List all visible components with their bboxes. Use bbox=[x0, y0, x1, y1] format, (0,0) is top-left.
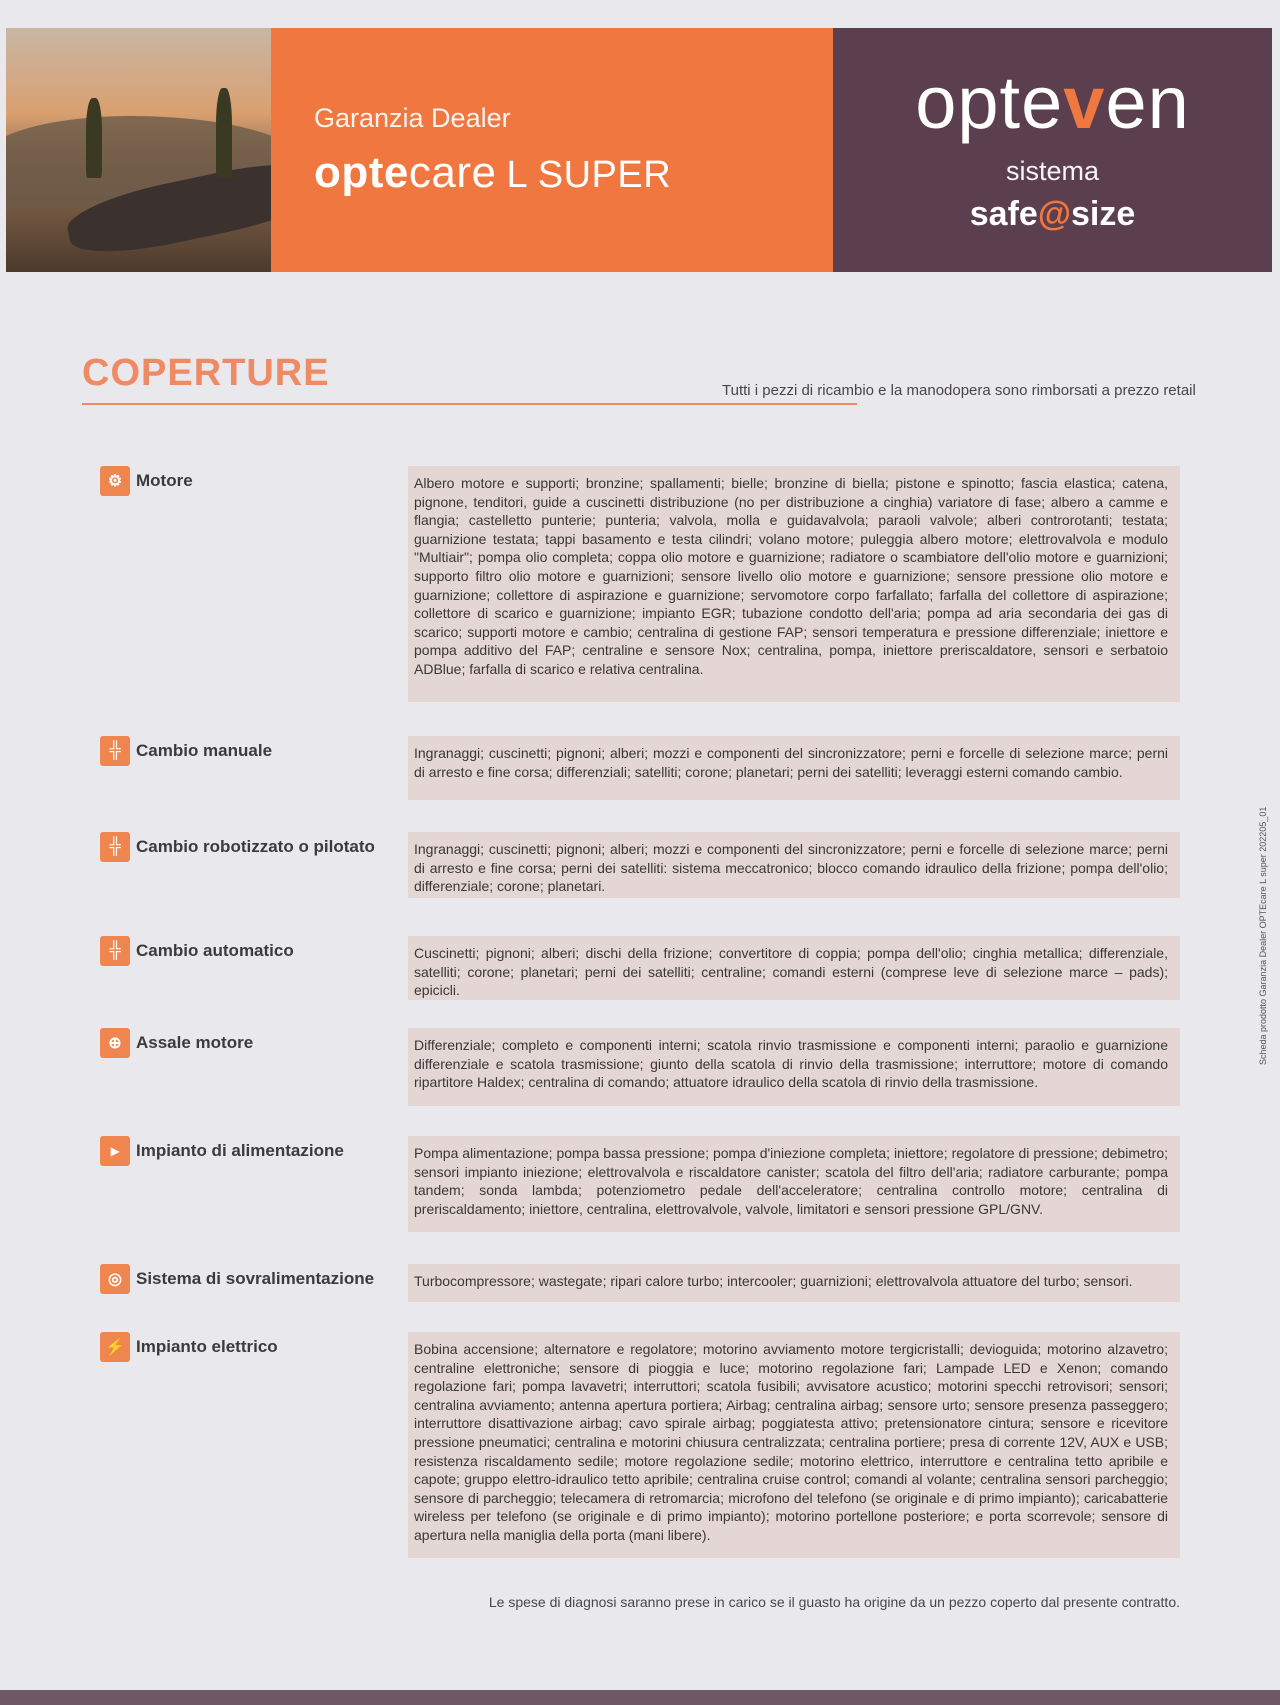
coverage-label: Motore bbox=[136, 471, 193, 490]
brand-panel bbox=[833, 28, 1272, 272]
logo-system-label: sistema bbox=[1005, 156, 1100, 186]
gearbox-icon: ╬ bbox=[100, 936, 130, 966]
coverage-description: Bobina accensione; alternatore e regolatore; motorino avviamento motore tergicristalli; devioguida; motorino alzavetro; centraline elettroniche; sensore di pioggia e luce; motorino regolazione fari; Lampade LED e Xenon; comando regolazione fari; pompa lavavetri; interruttori; scatola fusibili; avvisatore acustico; motorini specchi retrovisori; sensori; centralina avviamento; antenna apertura portiera; Airbag; centralina airbag; sensore urto; sensore presenza passeggero; interruttore disattivazione airbag; cavo spirale airbag; poggiatesta attivo; pretensionatore cintura; sensore e ricevitore pressione pneumatici; centralina e motorini chiusura centralizzata; centralina portiere; presa di corrente 12V, AUX e USB; resistenza riscaldamento sedile; motore regolazione sedile; motorino elettrico, interruttore e centralina tetto apribile e capote; gruppo elettro-idraulico tetto apribile; centralina cruise control; comandi al volante; centralina sensori parcheggio; sensore di parcheggio; telecamera di retromarcia; microfono del telefono (se originale e di primo impianto); caricabatterie wireless per telefono (se originale e di primo impianto); motorino portellone posteriore; e porta scorrevole; sensore di apertura nella maniglia della porta (mani libere). bbox=[408, 1332, 1180, 1558]
gearbox-icon: ╬ bbox=[100, 832, 130, 862]
safe-at-size-logo: safe@size bbox=[969, 195, 1136, 233]
coverage-label: Impianto elettrico bbox=[136, 1337, 278, 1356]
coverage-description: Cuscinetti; pignoni; alberi; dischi della frizione; convertitore di coppia; pompa dell'olio; cinghia metallica; differenziale, satelliti; corone; planetari; perni dei satelliti; centraline; comandi esterni (comprese leve di selezione marce – pads); epicicli. bbox=[408, 936, 1180, 1000]
road-landscape-image bbox=[6, 28, 271, 272]
coverage-description: Ingranaggi; cuscinetti; pignoni; alberi; mozzi e componenti del sincronizzatore; perni e forcelle di selezione marce; perni di arresto e fine corsa; perni dei satelliti: sistema meccatronico; blocco comando idraulico della frizione; pompa dell'olio; differenziale; corone; planetari. bbox=[408, 832, 1180, 898]
diagnosis-footnote: Le spese di diagnosi saranno prese in carico se il guasto ha origine da un pezzo coperto dal presente contratto. bbox=[488, 1594, 1180, 1610]
coverage-description: Pompa alimentazione; pompa bassa pressione; pompa d'iniezione completa; iniettore; regolatore di pressione; debimetro; sensori impianto iniezione; elettrovalvola e riscaldatore canister; scatola del filtro dell'aria; radiatore carburante; pompa tandem; sonda lambda; potenziometro pedale dell'acceleratore; centralina controllo motore; centralina di preriscaldamento; iniettore, centralina, elettrovalvole, valvole, limitatori e sensori pressione GPL/GNV. bbox=[408, 1136, 1180, 1232]
coverage-label: Cambio automatico bbox=[136, 941, 294, 960]
axle-icon: ⊕ bbox=[100, 1028, 130, 1058]
coverage-label: Assale motore bbox=[136, 1033, 254, 1052]
coverage-label: Sistema di sovralimentazione bbox=[136, 1269, 375, 1288]
coverage-description: Ingranaggi; cuscinetti; pignoni; alberi; mozzi e componenti del sincronizzatore; perni e forcelle di selezione marce; perni di arresto e fine corsa; differenziali; satelliti; corone; planetari; perni dei satelliti; leveraggi esterni comando cambio. bbox=[408, 736, 1180, 800]
section-title: COPERTURE bbox=[82, 352, 330, 394]
coverage-label: Cambio robotizzato o pilotato bbox=[136, 837, 375, 856]
coverage-description: Differenziale; completo e componenti interni; scatola rinvio trasmissione e componenti interni; paraolio e guarnizione differenziale e scatola trasmissione; giunto della scatola di rinvio della trasmissione; interruttore; motore di comando ripartitore Haldex; centralina di comando; attuatore idraulico della scatola di rinvio della trasmissione. bbox=[408, 1028, 1180, 1106]
turbo-icon: ◎ bbox=[100, 1264, 130, 1294]
header-banner bbox=[6, 28, 1272, 272]
product-kicker: Garanzia Dealer bbox=[314, 102, 511, 133]
product-name: optecare L SUPER bbox=[314, 147, 672, 197]
gearbox-icon: ╬ bbox=[100, 736, 130, 766]
electric-icon: ⚡ bbox=[100, 1332, 130, 1362]
engine-icon: ⚙ bbox=[100, 466, 130, 496]
opteven-logo: opteven bbox=[915, 61, 1190, 144]
fuel-injector-icon: ▸ bbox=[100, 1136, 130, 1166]
coverage-description: Turbocompressore; wastegate; ripari calore turbo; intercooler; guarnizioni; elettrovalvola attuatore del turbo; sensori. bbox=[408, 1264, 1180, 1302]
section-divider bbox=[82, 403, 857, 405]
bottom-bar bbox=[0, 1690, 1280, 1705]
section-note: Tutti i pezzi di ricambio e la manodopera sono rimborsati a prezzo retail bbox=[722, 382, 1196, 399]
coverage-label: Cambio manuale bbox=[136, 741, 273, 760]
coverage-label: Impianto di alimentazione bbox=[136, 1141, 344, 1160]
coverage-description: Albero motore e supporti; bronzine; spallamenti; bielle; bronzine di biella; pistone e spinotto; fascia elastica; catena, pignone, tenditori, guide a cuscinetti distribuzione (no per distribuzione a cinghia) variatore di fase; albero a camme e flangia; castelletto punterie; punteria; valvola, molla e guidavalvola; paraoli valvole; alberi controrotanti; testata; guarnizione testata; tappi basamento e testa cilindri; volano motore; puleggia albero motore; elettrovalvola e modulo "Multiair"; pompa olio completa; coppa olio motore e guarnizione; radiatore o scambiatore dell'olio motore e guarnizioni; supporto filtro olio motore e guarnizioni; sensore livello olio motore e guarnizione; sensore pressione olio motore e guarnizione; collettore di aspirazione e guarnizione; servomotore corpo farfallato; farfalla del collettore di aspirazione; collettore di scarico e guarnizione; impianto EGR; tubazione condotto dell'aria; pompa ad aria secondaria dei gas di scarico; supporti motore e cambio; centralina di gestione FAP; sensori temperatura e pressione differenziale; iniettore e pompa additivo del FAP; centraline e sensore Nox; centralina, pompa, iniettore preriscaldatore, sensori e serbatoio ADBlue; farfalla di scarico e relativa centralina. bbox=[408, 466, 1180, 702]
document-reference: Scheda prodotto Garanzia Dealer OPTEcare L super 202205_01 bbox=[1258, 806, 1268, 1065]
product-panel bbox=[271, 28, 833, 272]
